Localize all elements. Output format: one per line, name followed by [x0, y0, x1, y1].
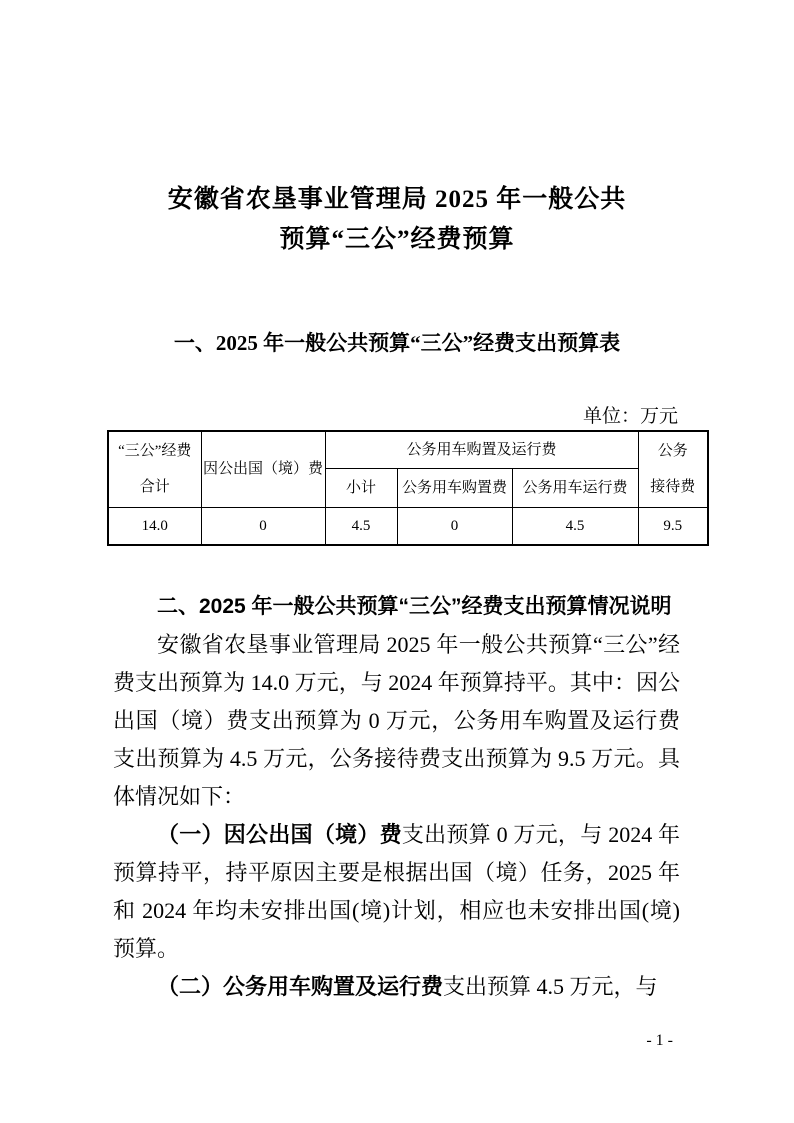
paragraph-abroad-lead: （一）因公出国（境）费 — [157, 822, 402, 847]
cell-vehicle-subtotal: 4.5 — [325, 507, 397, 545]
header-vehicle-operation: 公务用车运行费 — [512, 468, 638, 507]
section2-heading: 二、2025 年一般公共预算“三公”经费支出预算情况说明 — [157, 595, 672, 618]
three-public-budget-table — [107, 430, 709, 546]
page-number: - 1 - — [646, 1032, 673, 1049]
document-title-line2: 预算“三公”经费预算 — [279, 226, 515, 253]
table-data-row — [108, 507, 708, 545]
table-header-row-1 — [108, 431, 708, 468]
document-title — [0, 0, 794, 260]
header-vehicle-purchase: 公务用车购置费 — [397, 468, 512, 507]
cell-vehicle-operation: 4.5 — [512, 507, 638, 545]
header-total-line1: “三公”经费 — [118, 443, 192, 460]
header-reception-line1: 公务 — [657, 443, 688, 460]
paragraph-overview: 安徽省农垦事业管理局 2025 年一般公共预算“三公”经费支出预算为 14.0 万元，与 2024 年预算持平。其中：因公出国（境）费支出预算为 0 万元，公务用车购置及运行费支出预算为 4.5 万元，公务接待费支出预算为 9.5 万元。具体情况如下： — [113, 632, 680, 809]
cell-total: 14.0 — [108, 507, 201, 545]
header-vehicle-group: 公务用车购置及运行费 — [325, 431, 638, 468]
section1-heading: 一、2025 年一般公共预算“三公”经费支出预算表 — [173, 331, 621, 355]
paragraph-abroad — [113, 816, 680, 968]
unit-label: 单位：万元 — [582, 406, 678, 427]
paragraph-vehicle-lead: （二）公务用车购置及运行费 — [157, 974, 444, 999]
paragraph-vehicle — [113, 968, 680, 1006]
document-title-line1: 安徽省农垦事业管理局 2025 年一般公共 — [167, 186, 627, 213]
header-total-line2: 合计 — [139, 479, 170, 496]
header-vehicle-subtotal: 小计 — [325, 468, 397, 507]
header-reception-line2: 接待费 — [650, 479, 696, 496]
cell-abroad: 0 — [201, 507, 325, 545]
cell-reception: 9.5 — [638, 507, 708, 545]
paragraph-abroad-text: 支出预算 0 万元，与 2024 年预算持平，持平原因主要是根据出国（境）任务，2025 年和 2024 年均未安排出国(境)计划，相应也未安排出国(境)预算。 — [113, 822, 680, 961]
header-total — [108, 431, 201, 507]
header-reception — [638, 431, 708, 507]
header-abroad: 因公出国（境）费 — [201, 431, 325, 507]
cell-vehicle-purchase: 0 — [397, 507, 512, 545]
paragraph-vehicle-text: 支出预算 4.5 万元，与 — [443, 974, 658, 999]
